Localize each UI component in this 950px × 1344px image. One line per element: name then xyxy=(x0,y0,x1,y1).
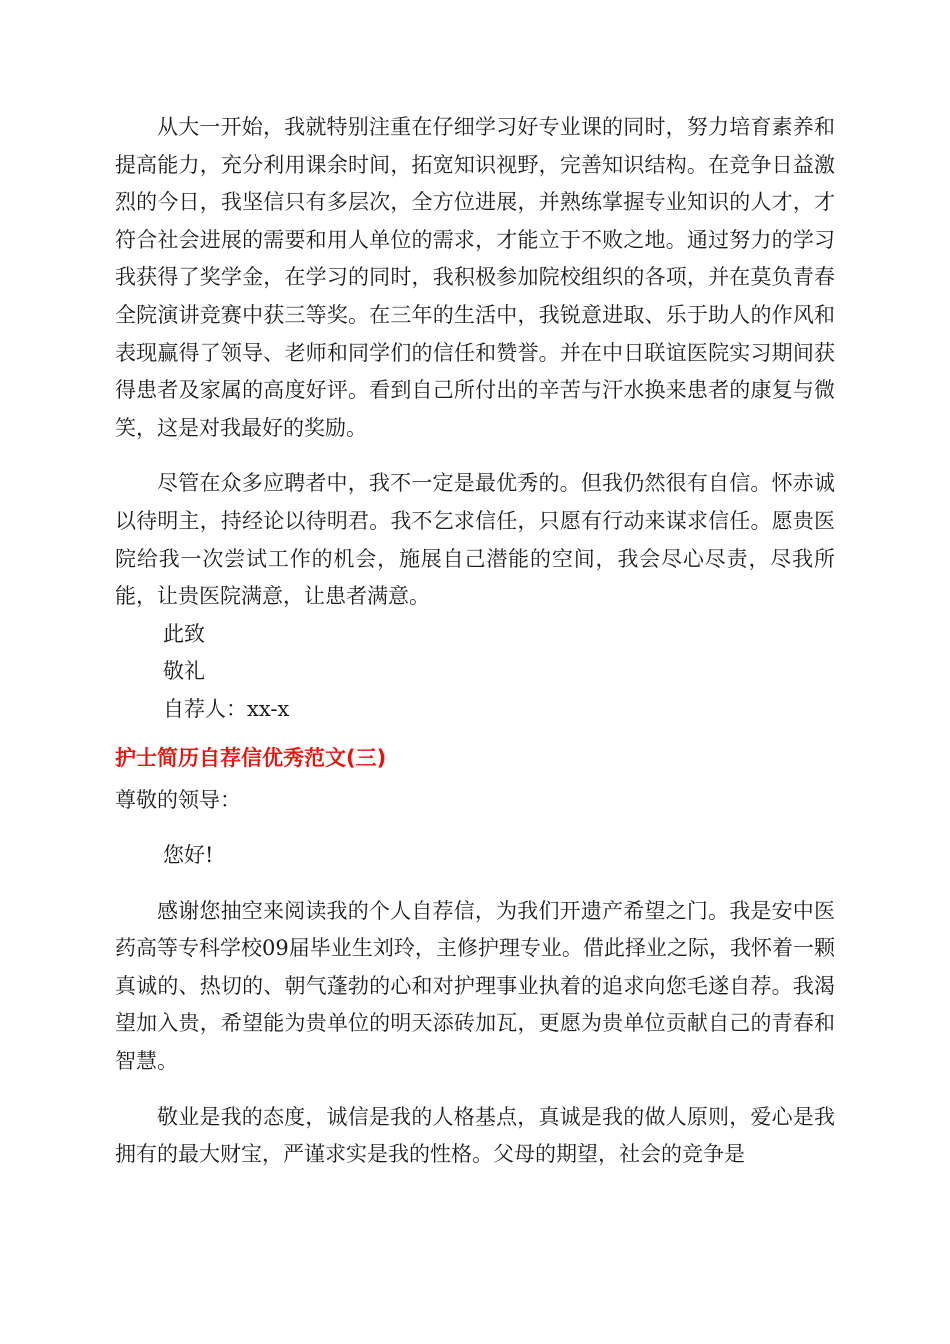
signature-line: 自荐人：xx-x xyxy=(163,696,290,721)
letter3-paragraph-2: 敬业是我的态度，诚信是我的人格基点，真诚是我的做人原则，爱心是我拥有的最大财宝，严谨求实是我的性格。父母的期望，社会的竞争是 xyxy=(115,1104,835,1167)
greeting: 您好! xyxy=(163,843,214,868)
letter2-paragraph-1: 从大一开始，我就特别注重在仔细学习好专业课的同时，努力培育素养和提高能力，充分利用课余时间，拓宽知识视野，完善知识结构。在竞争日益激烈的今日，我坚信只有多层次，全方位进展，并熟练掌握专业知识的人才，才符合社会进展的需要和用人单位的需求，才能立于不败之地。通过努力的学习我获得了奖学金，在学习的同时，我积极参加院校组织的各项，并在莫负青春全院演讲竞赛中获三等奖。在三年的生活中，我锐意进取、乐于助人的作风和表现赢得了领导、老师和同学们的信任和赞誉。并在中日联谊医院实习期间获得患者及家属的高度好评。看到自己所付出的辛苦与汗水换来患者的康复与微笑，这是对我最好的奖励。 xyxy=(115,115,835,440)
letter2-paragraph-2: 尽管在众多应聘者中，我不一定是最优秀的。但我仍然很有自信。怀赤诚以待明主，持经论以待明君。我不乞求信任，只愿有行动来谋求信任。愿贵医院给我一次尝试工作的机会，施展自己潜能的空间，我会尽心尽责，尽我所能，让贵医院满意，让患者满意。 xyxy=(115,471,835,609)
section-heading: 护士简历自荐信优秀范文(三) xyxy=(115,745,387,770)
salutation: 尊敬的领导： xyxy=(115,787,241,812)
closing-line-1: 此致 xyxy=(163,621,205,646)
document-body xyxy=(115,109,835,1174)
closing-line-2: 敬礼 xyxy=(163,659,205,684)
letter3-paragraph-1: 感谢您抽空来阅读我的个人自荐信，为我们开遗产希望之门。我是安中医药高等专科学校09届毕业生刘玲，主修护理专业。借此择业之际，我怀着一颗真诚的、热切的、朝气蓬勃的心和对护理事业执着的追求向您毛遂自荐。我渴望加入贵，希望能为贵单位的明天添砖加瓦，更愿为贵单位贡献自己的青春和智慧。 xyxy=(115,898,835,1074)
